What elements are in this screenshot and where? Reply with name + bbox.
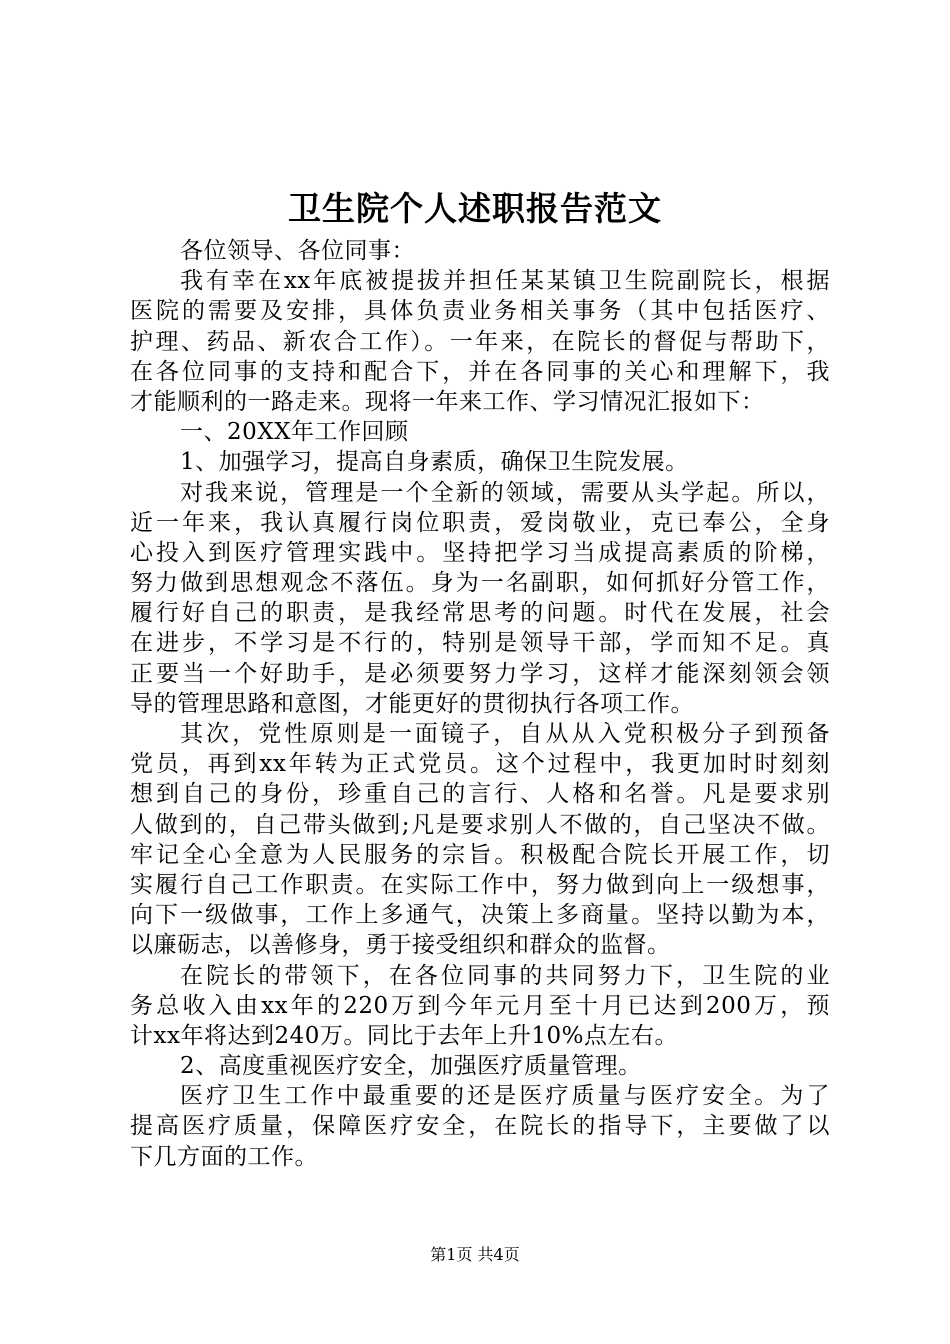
body-line: 一、20XX年工作回顾	[180, 419, 409, 446]
page-footer: 第1页 共4页	[430, 1245, 520, 1264]
body-line: 导的管理思路和意图，才能更好的贯彻执行各项工作。	[130, 690, 694, 717]
body-line: 在进步，不学习是不行的，特别是领导干部，学而知不足。真	[130, 630, 830, 657]
body-line: 努力做到思想观念不落伍。身为一名副职，如何抓好分管工作，	[130, 570, 830, 597]
body-line: 各位领导、各位同事：	[180, 238, 415, 264]
document-title: 卫生院个人述职报告范文	[288, 189, 662, 228]
body-line: 向下一级做事，工作上多通气，决策上多商量。坚持以勤为本，	[130, 902, 830, 929]
body-line: 实履行自己工作职责。在实际工作中，努力做到向上一级想事，	[130, 871, 830, 898]
body-line: 对我来说，管理是一个全新的领域，需要从头学起。所以，	[180, 479, 830, 506]
body-line: 才能顺利的一路走来。现将一年来工作、学习情况汇报如下：	[130, 388, 765, 415]
body-line: 计xx年将达到240万。同比于去年上升10%点左右。	[130, 1022, 678, 1049]
body-line: 履行好自己的职责，是我经常思考的问题。时代在发展，社会	[130, 600, 830, 627]
document-body	[130, 236, 830, 1172]
body-line: 护理、药品、新农合工作）。一年来，在院长的督促与帮助下，	[130, 328, 830, 355]
body-line: 人做到的，自己带头做到;凡是要求别人不做的，自己坚决不做。	[130, 811, 830, 838]
body-line: 下几方面的工作。	[130, 1143, 318, 1170]
body-line: 1、加强学习，提高自身素质，确保卫生院发展。	[180, 449, 689, 476]
body-line: 心投入到医疗管理实践中。坚持把学习当成提高素质的阶梯，	[130, 539, 830, 566]
body-line: 想到自己的身份，珍重自己的言行、人格和名誉。凡是要求别	[130, 781, 830, 808]
body-line: 我有幸在xx年底被提拔并担任某某镇卫生院副院长，根据	[180, 268, 830, 295]
body-line: 在院长的带领下，在各位同事的共同努力下，卫生院的业	[180, 962, 830, 989]
body-line: 务总收入由xx年的220万到今年元月至十月已达到200万，预	[130, 992, 830, 1019]
body-line: 在各位同事的支持和配合下，并在各同事的关心和理解下，我	[130, 358, 830, 385]
body-line: 2、高度重视医疗安全，加强医疗质量管理。	[180, 1053, 642, 1080]
body-line: 党员，再到xx年转为正式党员。这个过程中，我更加时时刻刻	[130, 751, 830, 778]
body-line: 提高医疗质量，保障医疗安全，在院长的指导下，主要做了以	[130, 1113, 830, 1140]
body-line: 医疗卫生工作中最重要的还是医疗质量与医疗安全。为了	[180, 1083, 830, 1110]
body-line: 其次，党性原则是一面镜子，自从从入党积极分子到预备	[180, 721, 830, 747]
body-line: 正要当一个好助手，是必须要努力学习，这样才能深刻领会领	[130, 660, 830, 687]
body-line: 近一年来，我认真履行岗位职责，爱岗敬业，克已奉公，全身	[130, 509, 830, 536]
body-line: 医院的需要及安排，具体负责业务相关事务（其中包括医疗、	[130, 298, 830, 325]
body-line: 牢记全心全意为人民服务的宗旨。积极配合院长开展工作，切	[130, 841, 830, 868]
body-line: 以廉砺志，以善修身，勇于接受组织和群众的监督。	[130, 932, 671, 959]
